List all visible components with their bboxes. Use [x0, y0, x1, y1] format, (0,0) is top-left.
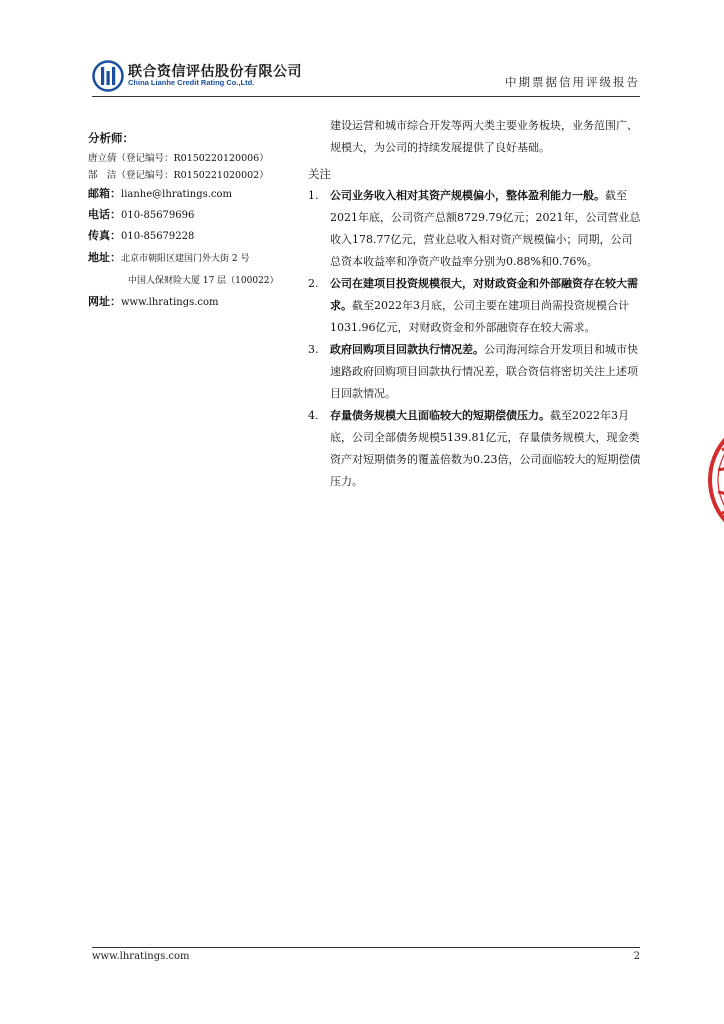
fax-value: 010-85679228	[121, 231, 195, 242]
main-content	[308, 115, 642, 493]
analyst-contact-panel	[88, 130, 298, 313]
email-value[interactable]: lianhe@lhratings.com	[121, 189, 233, 200]
footer-divider	[92, 947, 640, 948]
company-name-cn: 联合资信评估股份有限公司	[128, 64, 302, 80]
section-heading: 关注	[308, 167, 331, 181]
intro-paragraph: 建设运营和城市综合开发等两大类主要业务板块，业务范围广、规模大，为公司的持续发展提供了良好基础。	[330, 119, 638, 154]
fax-row	[88, 226, 298, 247]
company-seal-icon	[700, 410, 724, 550]
analyst-entry: 唐立倩（登记编号：R0150220120006）	[88, 153, 269, 164]
address-line-1: 北京市朝阳区建国门外大街 2 号	[121, 254, 250, 264]
footer-website[interactable]: www.lhratings.com	[92, 951, 190, 962]
concern-item	[308, 273, 642, 339]
website-value[interactable]: www.lhratings.com	[121, 297, 219, 308]
analyst-entry: 郜 洁（登记编号：R0150221020002）	[88, 170, 269, 181]
item-headline: 公司在建项目投资规模很大，对财政资金和外部融资存在较大需求。	[330, 277, 638, 312]
page-number: 2	[633, 951, 640, 962]
email-row	[88, 184, 298, 205]
header-divider	[92, 96, 640, 97]
website-label: 网址：	[88, 295, 121, 308]
item-text: 截至2022年3月底，公司主要在建项目尚需投资规模合计1031.96亿元，对财政资金和外部融资存在较大需求。	[330, 299, 629, 334]
item-text: 公司海河综合开发项目和城市快速路政府回购项目回款执行情况差，联合资信将密切关注上述项目回款情况。	[330, 343, 638, 400]
phone-value: 010-85679696	[121, 210, 195, 221]
phone-label: 电话：	[88, 208, 121, 221]
email-label: 邮箱：	[88, 187, 121, 200]
document-title: 中期票据信用评级报告	[505, 75, 640, 89]
item-number: 2.	[308, 277, 319, 290]
website-row	[88, 292, 298, 313]
item-number: 1.	[308, 189, 319, 202]
item-headline: 存量债务规模大且面临较大的短期偿债压力。	[330, 409, 550, 422]
fax-label: 传真：	[88, 229, 121, 242]
item-text: 截至2022年3月底，公司全部债务规模5139.81亿元，存量债务规模大，现金类资产对短期债务的覆盖倍数为0.23倍，公司面临较大的短期偿债压力。	[330, 409, 641, 488]
item-text: 截至2021年底，公司资产总额8729.79亿元；2021年，公司营业总收入178.77亿元，营业总收入相对资产规模偏小；同期，公司总资本收益率和净资产收益率分别为0.88%和0.76%。	[330, 189, 641, 268]
phone-row	[88, 205, 298, 226]
concern-item	[308, 405, 642, 493]
concern-item	[308, 185, 642, 273]
item-number: 3.	[308, 343, 319, 356]
concern-item	[308, 339, 642, 405]
address-line-2: 中国人保财险大厦 17 层（100022）	[128, 276, 279, 286]
item-headline: 公司业务收入相对其资产规模偏小，整体盈利能力一般。	[330, 189, 605, 202]
analysts-heading: 分析师：	[88, 131, 134, 145]
page-header	[92, 60, 640, 94]
company-logo-icon	[92, 60, 124, 92]
address-row	[88, 247, 298, 270]
item-headline: 政府回购项目回款执行情况差。	[330, 343, 484, 356]
company-name-en: China Lianhe Credit Rating Co.,Ltd.	[128, 78, 255, 87]
item-number: 4.	[308, 409, 319, 422]
address-label: 地址：	[88, 251, 121, 264]
